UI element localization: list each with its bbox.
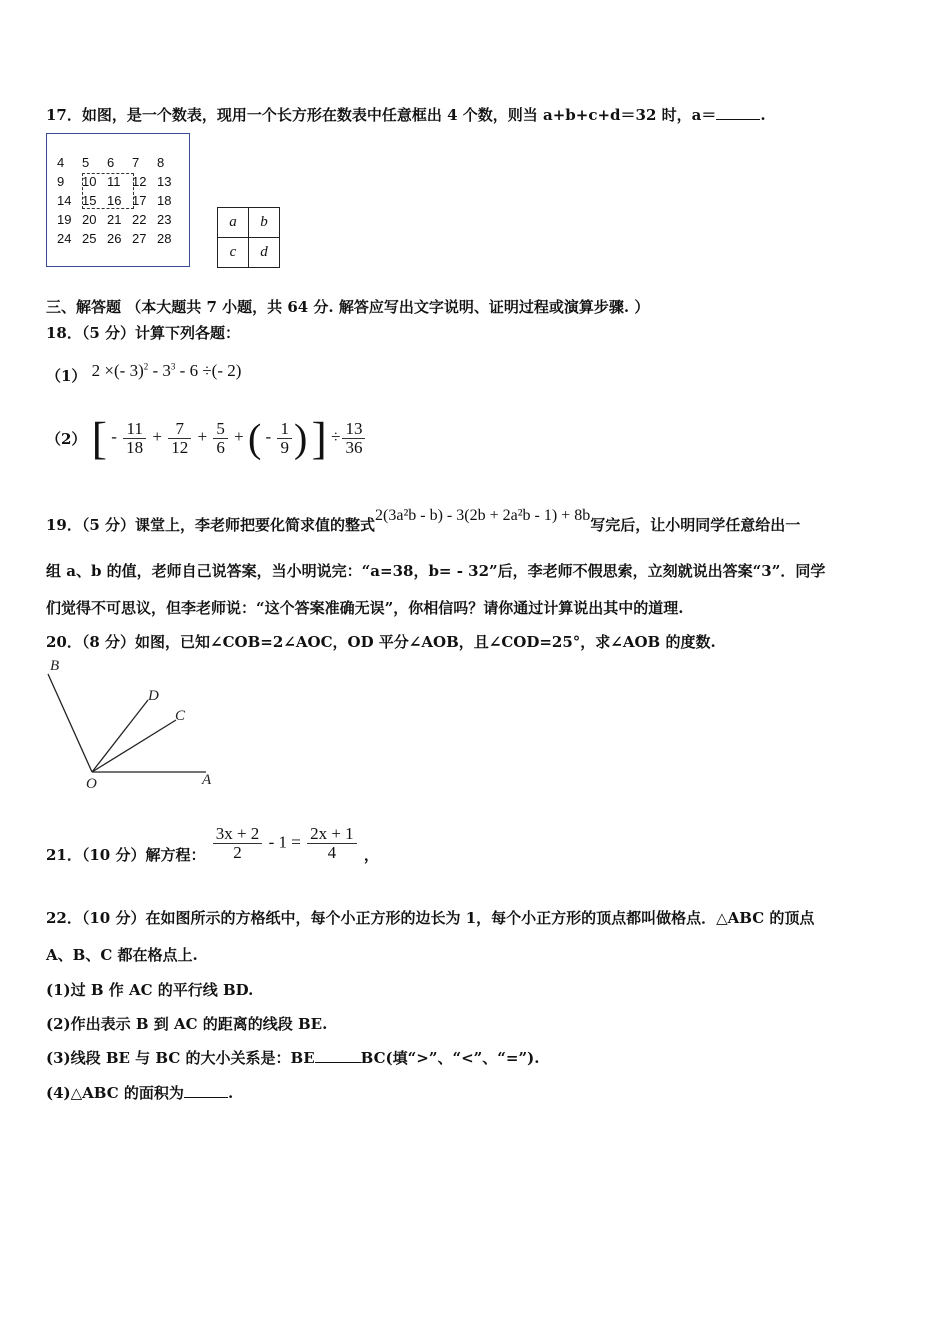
cell-a: a (218, 208, 249, 238)
label-o: O (86, 776, 97, 792)
table-row: 19 20 21 22 23 (57, 212, 172, 227)
ray-oc (92, 720, 176, 772)
fraction: $\frac{13}{36}$ (342, 420, 365, 457)
q19-line1: 19．（5 分）课堂上，李老师把要化简求值的整式2(3a²b - b) - 3(2b + 2a²b - 1) + 8b写完后，让小明同学任意给出一 (46, 507, 801, 534)
label-c: C (175, 708, 186, 724)
fraction: $\frac{11}{18}$ (123, 420, 146, 457)
angle-diagram (44, 656, 224, 792)
fraction: $\frac{5}{6}$ (213, 420, 228, 457)
q22-line4: (2)作出表示 B 到 AC 的距离的线段 BE. (46, 1015, 328, 1033)
q18-expression-1: 2 ×(- $3)^2 - 3^3 - 6$ ÷(- 2) (91, 360, 242, 380)
q18-expression-2: [ - $\frac{11}{18}$ + $\frac{7}{12}$ + $\frac{5}{6}$ + ( - $\frac{1}{9}$ ) ] ÷ $\frac{13}{36}$ (92, 427, 368, 446)
q22-line6: (4)△ABC 的面积为 . (46, 1084, 234, 1102)
fraction: $\frac{2x + 1}{4}$ (307, 825, 357, 862)
ray-ob (48, 674, 92, 772)
fraction: $\frac{1}{9}$ (277, 420, 292, 457)
q22-area-blank[interactable] (184, 1083, 228, 1098)
q21-equation: $\frac{3x + 2}{2}$ - 1 = $\frac{2x + 1}{4}$ (211, 825, 359, 862)
q17-answer-blank[interactable] (716, 105, 760, 120)
label-b: B (50, 658, 60, 674)
q20-text: 20．（8 分）如图，已知∠COB=2∠AOC，OD 平分∠AOB，且∠COD=25°，求∠AOB 的度数. (46, 633, 716, 651)
q19-line3: 们觉得不可思议，但李老师说：“这个答案准确无误”，你相信吗？请你通过计算说出其中的道理. (46, 599, 684, 617)
abcd-box (217, 207, 280, 268)
q19-line2: 组 a、b 的值，老师自己说答案，当小明说完：“a=38，b= - 32”后，李老师不假思索，立刻就说出答案“3”．同学 (46, 562, 826, 580)
table-row: 14 15 16 17 18 (57, 193, 172, 208)
q18-part2: （2） [ - $\frac{11}{18}$ + $\frac{7}{12}$ + $\frac{5}{6}$ + ( - $\frac{1}{9}$ ) ] ÷ $\frac{13}{36}$ (46, 412, 367, 465)
fraction: $\frac{7}{12}$ (168, 420, 191, 457)
q18-title: 18．（5 分）计算下列各题： (46, 324, 241, 342)
q22-line5: (3)线段 BE 与 BC 的大小关系是：BE BC(填“>”、“<”、“=”). (46, 1049, 540, 1067)
q17-text: 17．如图，是一个数表，现用一个长方形在数表中任意框出 4 个数，则当 a+b+c+d＝32 时，a＝ . (46, 106, 766, 124)
number-table (46, 133, 190, 267)
q22-line1: 22．（10 分）在如图所示的方格纸中，每个小正方形的边长为 1，每个小正方形的顶点都叫做格点．△ABC 的顶点 (46, 909, 815, 927)
cell-c: c (218, 238, 249, 268)
q19-expression: 2(3a²b - b) - 3(2b + 2a²b - 1) + 8b (375, 507, 591, 524)
table-row: 9 10 11 12 13 (57, 174, 172, 189)
q22-line2: A、B、C 都在格点上. (46, 946, 198, 964)
fraction: $\frac{3x + 2}{2}$ (213, 825, 263, 862)
q22-compare-blank[interactable] (315, 1048, 361, 1063)
q22-line3: (1)过 B 作 AC 的平行线 BD. (46, 981, 254, 999)
q21-text: 21．（10 分）解方程： $\frac{3x + 2}{2}$ - 1 = $\frac{2x + 1}{4}$ ， (46, 824, 379, 864)
table-row: 4 5 6 7 8 (57, 155, 165, 170)
label-a: A (202, 772, 212, 788)
cell-d: d (249, 238, 280, 268)
table-row: 24 25 26 27 28 (57, 231, 172, 246)
q18-part1: （1） 2 ×(- $3)^2 - 3^3 - 6$ ÷(- 2) (46, 360, 242, 385)
label-d: D (148, 688, 159, 704)
cell-b: b (249, 208, 280, 238)
section-heading: 三、解答题 （本大题共 7 小题，共 64 分. 解答应写出文字说明、证明过程或演算步骤. ） (46, 298, 650, 316)
ray-od (92, 700, 148, 772)
